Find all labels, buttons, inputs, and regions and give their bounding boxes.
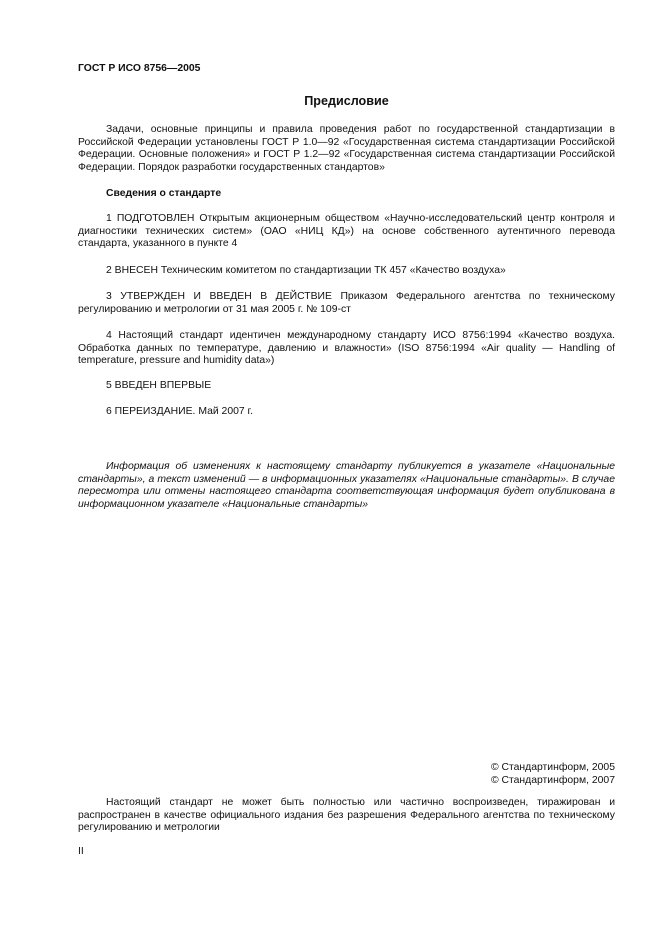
list-item: 2 ВНЕСЕН Техническим комитетом по стандартизации ТК 457 «Качество воздуха» (106, 265, 506, 276)
list-item: 1 ПОДГОТОВЛЕН Открытым акционерным обществом «Научно-исследовательский центр контроля и диагностики технических систем» (ОАО «НИЦ КД») на основе собственного аутентичного перевода стандарта, указанного в пункте 4 (78, 213, 615, 250)
notice-paragraph: Информация об изменениях к настоящему стандарту публикуется в указателе «Национальные стандарты», а текст изменений — в информационных указателях «Национальные стандарты». В случае пересмотра или отмены настоящего стандарта соответствующая информация будет опубликована в информационном указателе «Национальные стандарты» (78, 461, 615, 510)
list-item: 3 УТВЕРЖДЕН И ВВЕДЕН В ДЕЙСТВИЕ Приказом Федерального агентства по техническому регулированию и метрологии от 31 мая 2005 г. № 109-ст (78, 291, 615, 315)
page-title: Предисловие (304, 94, 389, 108)
document-code: ГОСТ Р ИСО 8756—2005 (78, 63, 201, 74)
intro-paragraph: Задачи, основные принципы и правила проведения работ по государственной стандартизации в Российской Федерации установлены ГОСТ Р 1.0—92 «Государственная система стандартизации Российской Федерации. Основные положения» и ГОСТ Р 1.2—92 «Государственная система стандартизации Российской Федерации. Порядок разработки государственных стандартов» (78, 124, 615, 173)
section-heading: Сведения о стандарте (106, 188, 222, 199)
list-item: 4 Настоящий стандарт идентичен международному стандарту ИСО 8756:1994 «Качество воздуха. Обработка данных по температуре, давлению и влажности» (ISO 8756:1994 «Air quality — Handling of temperature, pressure and humidity data») (78, 330, 615, 367)
page-number: II (78, 846, 84, 857)
rights-paragraph: Настоящий стандарт не может быть полностью или частично воспроизведен, тиражирован и распространен в качестве официального издания без разрешения Федерального агентства по техническому регулированию и метрологии (78, 797, 615, 834)
copyright-line: © Стандартинформ, 2007 (490, 774, 615, 786)
list-item: 6 ПЕРЕИЗДАНИЕ. Май 2007 г. (106, 406, 253, 417)
list-item: 5 ВВЕДЕН ВПЕРВЫЕ (106, 380, 212, 391)
copyright-block (78, 762, 615, 787)
copyright-line: © Стандартинформ, 2005 (490, 762, 615, 773)
